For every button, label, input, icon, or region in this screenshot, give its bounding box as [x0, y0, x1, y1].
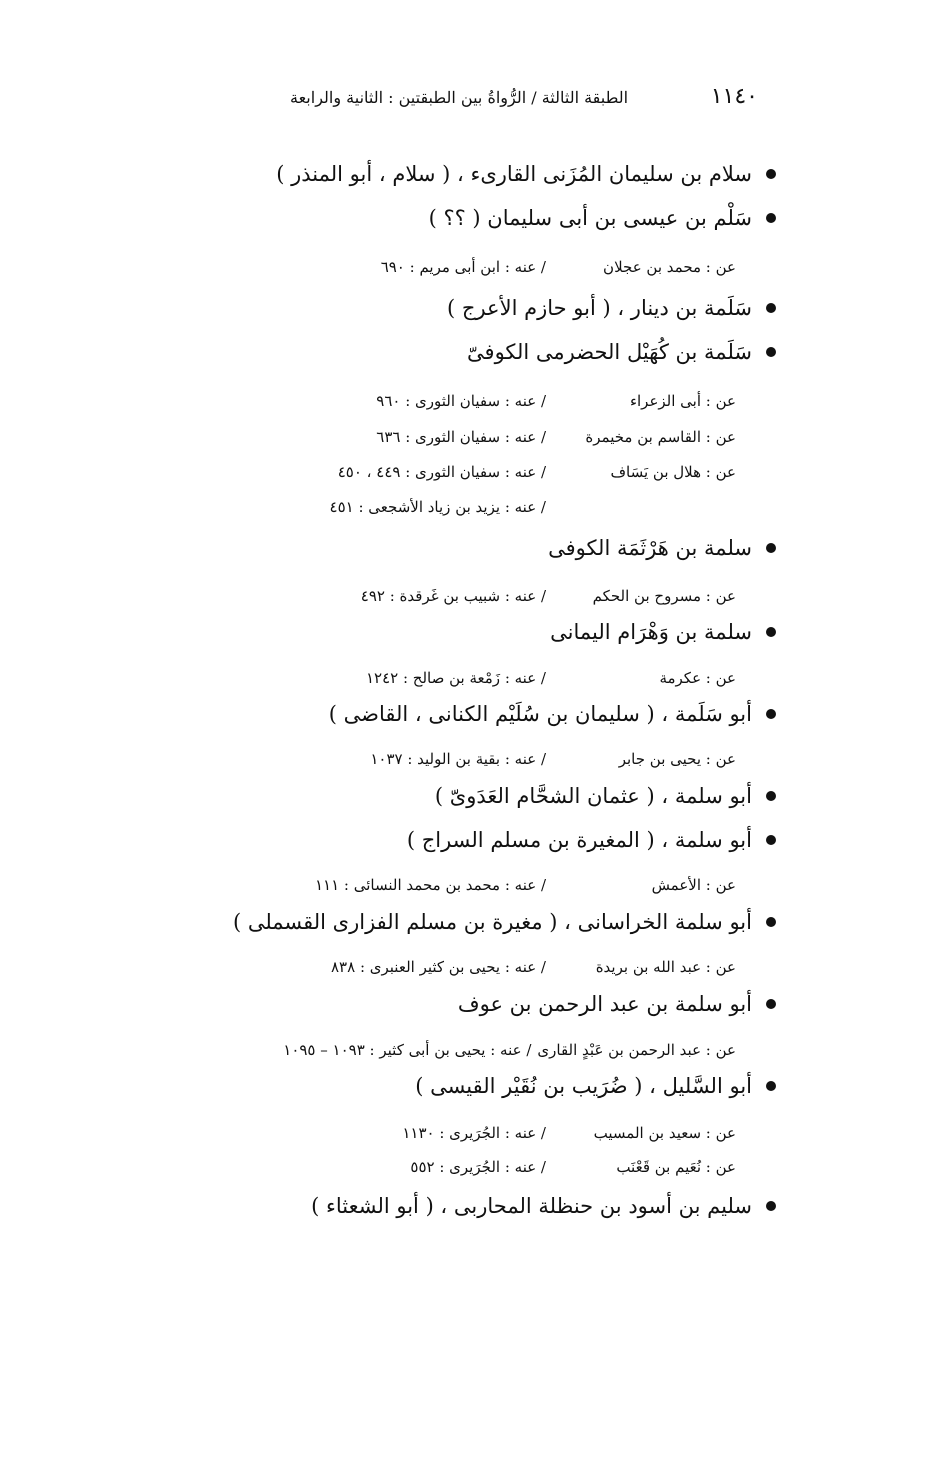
reference-line: [40, 428, 736, 454]
narrator-name: أبو سلمة بن عبد الرحمن بن عوف: [457, 992, 752, 1016]
running-title: الطبقة الثالثة / الرُّواةُ بين الطبقتين : الثانية والرابعة: [290, 88, 629, 107]
reference-line: [40, 258, 736, 284]
narrator-entry: [60, 162, 776, 196]
narrator-name: أبو سَلَمة ، ( سليمان بن سُلَيْم الكنانى ، القاضى ): [328, 702, 752, 726]
narrator-entry: [60, 1074, 776, 1108]
reference-from: عن : يحيى بن جابر: [618, 750, 736, 768]
reference-line: [40, 958, 736, 984]
narrator-name: سَلْم بن عيسى بن أبى سليمان ( ؟؟ ): [428, 206, 752, 230]
narrator-name: سلام بن سليمان المُزَنى القارىء ، ( سلام ، أبو المنذر ): [276, 162, 752, 186]
reference-line: [40, 1124, 736, 1150]
reference-from: عن : عكرمة: [659, 669, 736, 687]
bullet-icon: [766, 169, 776, 179]
bullet-icon: [766, 1201, 776, 1211]
bullet-icon: [766, 709, 776, 719]
reference-to: / عنه : زَمْعة بن صالح : ١٢٤٢: [365, 669, 546, 687]
bullet-icon: [766, 303, 776, 313]
reference-to: / عنه : سفيان الثورى : ٩٦٠: [376, 392, 546, 410]
reference-from: عن : القاسم بن مخيمرة: [585, 428, 736, 446]
reference-line: [40, 1158, 736, 1184]
bullet-icon: [766, 1081, 776, 1091]
reference-to: / عنه : سفيان الثورى : ٦٣٦: [376, 428, 546, 446]
narrator-name: أبو السَّليل ، ( ضُرَيب بن نُقَيْر القيسى ): [415, 1074, 752, 1098]
reference-to: / عنه : الجُرَيرى : ١١٣٠: [402, 1124, 546, 1142]
narrator-name: أبو سلمة ، ( عثمان الشحَّام العَدَوىّ ): [434, 784, 752, 808]
narrator-name: أبو سلمة الخراسانى ، ( مغيرة بن مسلم الفزارى القسملى ): [232, 910, 752, 934]
reference-to: / عنه : يحيى بن كثير العنبرى : ٨٣٨: [331, 958, 546, 976]
page-header: [290, 84, 758, 118]
reference-line: [40, 463, 736, 489]
reference-to: / عنه : الجُرَيرى : ٥٥٢: [410, 1158, 546, 1176]
reference-to: / عنه : يحيى بن أبى كثير : ١٠٩٣ – ١٠٩٥: [283, 1041, 532, 1059]
reference-from: عن : الأعمش: [651, 876, 736, 894]
bullet-icon: [766, 917, 776, 927]
reference-from: عن : مسروح بن الحكم: [592, 587, 736, 605]
narrator-name: سَلَمة بن كُهَيْل الحضرمى الكوفىّ: [467, 340, 752, 364]
narrator-name: سليم بن أسود بن حنظلة المحاربى ، ( أبو الشعثاء ): [311, 1194, 752, 1218]
narrator-entry: [60, 910, 776, 944]
narrator-entry: [60, 536, 776, 570]
narrator-name: أبو سلمة ، ( المغيرة بن مسلم السراج ): [406, 828, 752, 852]
reference-line: [40, 1041, 736, 1067]
reference-line: [40, 587, 736, 613]
page-number: ١١٤٠: [710, 84, 758, 109]
reference-from: عن : سعيد بن المسيب: [593, 1124, 736, 1142]
narrator-entry: [60, 620, 776, 654]
bullet-icon: [766, 543, 776, 553]
narrator-entry: [60, 206, 776, 240]
reference-line: [40, 669, 736, 695]
narrator-entry: [60, 1194, 776, 1228]
reference-line: [40, 392, 736, 418]
reference-to: / عنه : سفيان الثورى : ٤٤٩ ، ٤٥٠: [337, 463, 546, 481]
narrator-entry: [60, 828, 776, 862]
narrator-name: سلمة بن هَرْثَمَة الكوفى: [548, 536, 752, 560]
reference-line: [40, 498, 736, 524]
reference-to: / عنه : بقية بن الوليد : ١٠٣٧: [370, 750, 546, 768]
reference-from: عن : عبد الرحمن بن عَبْدٍ القارى: [537, 1041, 736, 1059]
narrator-entry: [60, 992, 776, 1026]
bullet-icon: [766, 627, 776, 637]
reference-from: عن : أبى الزعراء: [629, 392, 736, 410]
narrator-entry: [60, 340, 776, 374]
narrator-name: سلمة بن وَهْرَام اليمانى: [550, 620, 752, 644]
bullet-icon: [766, 791, 776, 801]
reference-to: / عنه : محمد بن محمد النسائى : ١١١: [314, 876, 546, 894]
reference-to: / عنه : يزيد بن زياد الأشجعى : ٤٥١: [329, 498, 546, 516]
reference-from: عن : عبد الله بن بريدة: [595, 958, 736, 976]
reference-to: / عنه : ابن أبى مريم : ٦٩٠: [380, 258, 546, 276]
reference-to: / عنه : شبيب بن غَرقدة : ٤٩٢: [360, 587, 546, 605]
narrator-entry: [60, 296, 776, 330]
narrator-name: سَلَمة بن دينار ، ( أبو حازم الأعرج ): [447, 296, 752, 320]
bullet-icon: [766, 213, 776, 223]
narrator-entry: [60, 702, 776, 736]
reference-from: عن : نُعَيم بن قَعْنَب: [616, 1158, 736, 1176]
bullet-icon: [766, 999, 776, 1009]
bullet-icon: [766, 835, 776, 845]
narrator-entry: [60, 784, 776, 818]
bullet-icon: [766, 347, 776, 357]
reference-from: عن : هلال بن يَسَاف: [610, 463, 736, 481]
reference-line: [40, 876, 736, 902]
reference-line: [40, 750, 736, 776]
reference-from: عن : محمد بن عجلان: [603, 258, 736, 276]
